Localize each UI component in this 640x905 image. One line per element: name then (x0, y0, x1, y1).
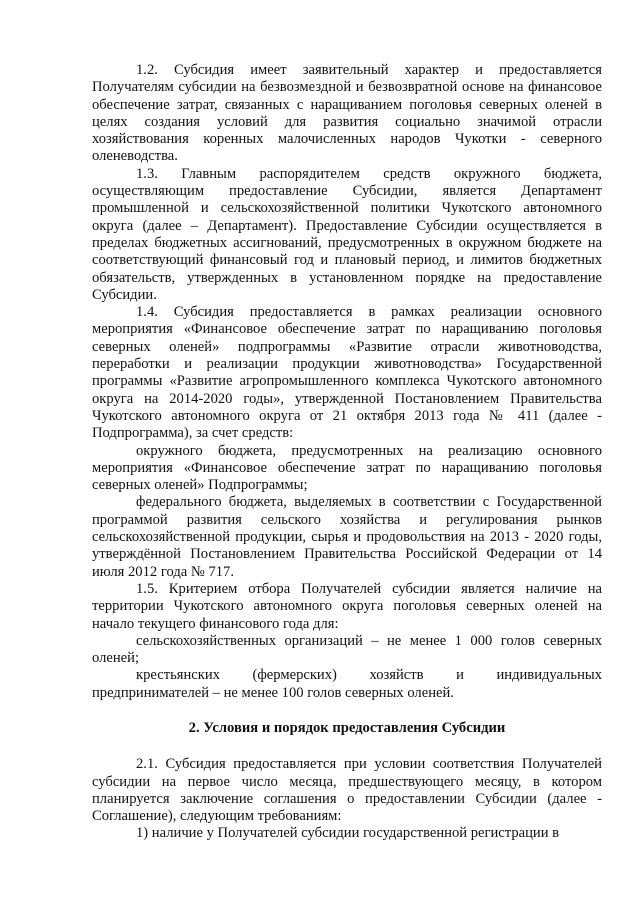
paragraph-2-1: 2.1. Субсидия предоставляется при условии соответствия Получателей субсидии на первое число месяца, предшествующего месяцу, в котором планируется заключение соглашения о предоставлении Субсидии (далее - Соглашение), следующим требованиям: (92, 756, 602, 825)
paragraph-1-5: 1.5. Критерием отбора Получателей субсидии является наличие на территории Чукотского автономного округа поголовья северных оленей на начало текущего финансового года для: (92, 580, 602, 632)
paragraph-federal-budget: федерального бюджета, выделяемых в соответствии с Государственной программой развития сельского хозяйства и регулирования рынков сельскохозяйственной продукции, сырья и продовольствия на 2013 - 2020 годы, утверждённой Постановлением Правительства Российской Федерации от 14 июля 2012 года № 717. (92, 494, 602, 580)
paragraph-farms-entrepreneurs: крестьянских (фермерских) хозяйств и индивидуальных предпринимателей – не менее 100 голов северных оленей. (92, 667, 602, 701)
section-heading: 2. Условия и порядок предоставления Субсидии (188, 719, 506, 736)
paragraph-1-4: 1.4. Субсидия предоставляется в рамках реализации основного мероприятия «Финансовое обеспечение затрат по наращиванию поголовья северных оленей» подпрограммы «Развитие отрасли животноводства, переработки и реализации продукции животноводства» Государственной программы «Развитие агропромышленного комплекса Чукотского автономного округа на 2014-2020 годы», утвержденной Постановлением Правительства Чукотского автономного округа от 21 октября 2013 года № 411 (далее - Подпрограмма), за счет средств: (92, 304, 602, 442)
paragraph-1-2: 1.2. Субсидия имеет заявительный характер и предоставляется Получателям субсидии на безвозмездной и безвозвратной основе на финансовое обеспечение затрат, связанных с наращиванием поголовья северных оленей в целях создания условий для развития социально значимой отрасли хозяйствования коренных малочисленных народов Чукотки - северного оленеводства. (92, 62, 602, 165)
paragraph-2-1-item-1: 1) наличие у Получателей субсидии государственной регистрации в (136, 825, 560, 842)
paragraph-regional-budget: окружного бюджета, предусмотренных на реализацию основного мероприятия «Финансовое обеспечение затрат по наращиванию поголовья северных оленей» Подпрограммы; (92, 442, 602, 494)
paragraph-1-3: 1.3. Главным распорядителем средств окружного бюджета, осуществляющим предоставление Субсидии, является Департамент промышленной и сельскохозяйственной политики Чукотского автономного округа (далее – Департамент). Предоставление Субсидии осуществляется в пределах бюджетных ассигнований, предусмотренных в окружном бюджете на соответствующий финансовый год и плановый период, и лимитов бюджетных обязательств, утвержденных в установленном порядке на предоставление Субсидии. (92, 165, 602, 303)
document-page (92, 62, 602, 843)
paragraph-agricultural-organizations: сельскохозяйственных организаций – не менее 1 000 голов северных оленей; (92, 632, 602, 667)
